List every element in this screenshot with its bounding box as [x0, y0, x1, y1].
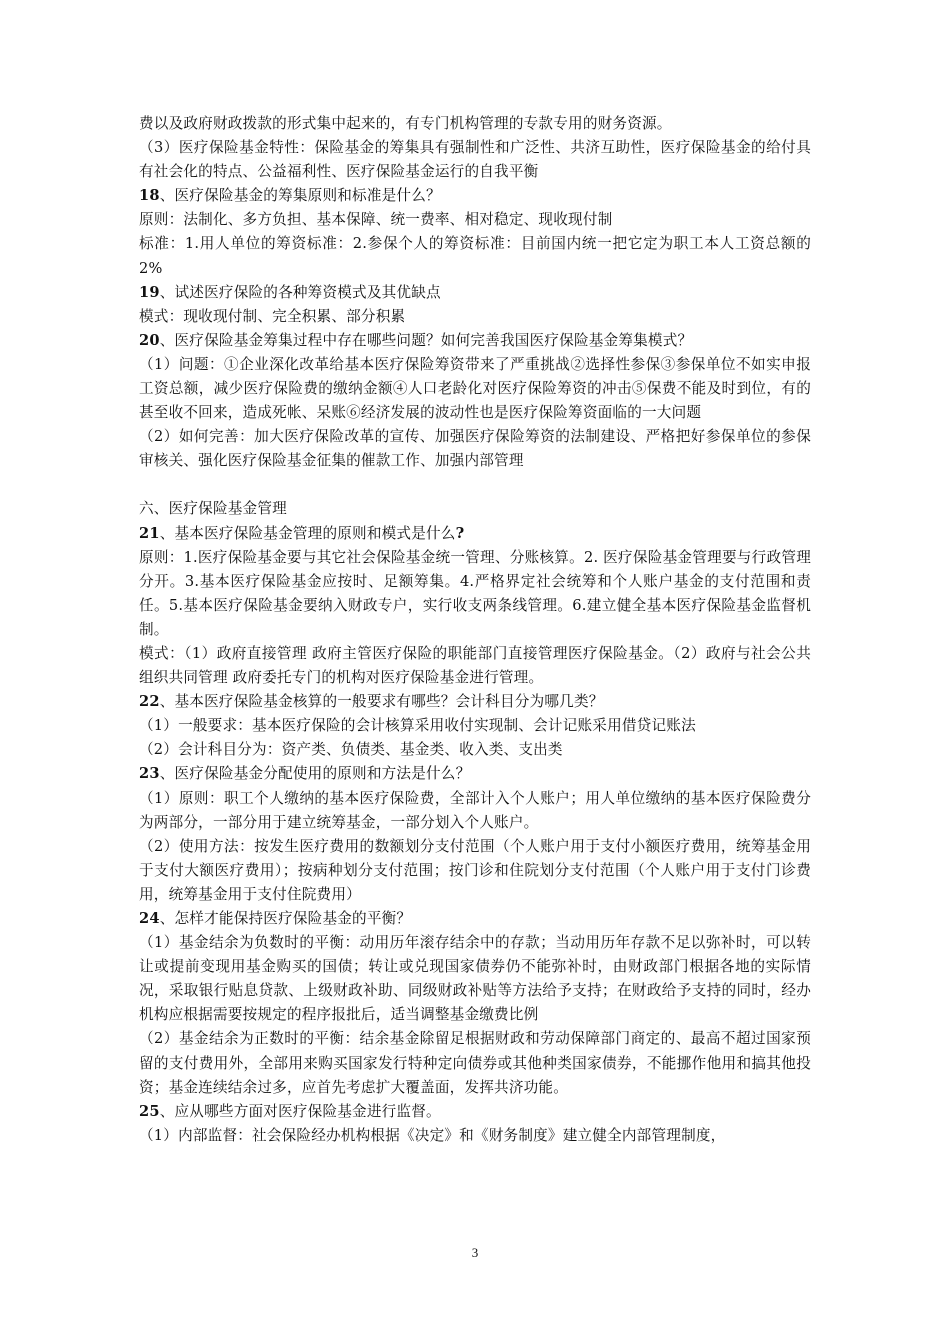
body-paragraph: （1）内部监督：社会保险经办机构根据《决定》和《财务制度》建立健全内部管理制度， [139, 1126, 726, 1144]
body-paragraph: （3）医疗保险基金特性：保险基金的筹集具有强制性和广泛性、共济互助性，医疗保险基金的给付具有社会化的特点、公益福利性、医疗保险基金运行的自我平衡 [139, 139, 811, 181]
question-mark: ? [455, 524, 465, 542]
question-number: 24 [139, 910, 160, 927]
question-number: 19 [139, 283, 160, 301]
body-paragraph: （1）问题：①企业深化改革给基本医疗保险筹资带来了严重挑战②选择性参保③参保单位不如实申报工资总额，减少医疗保险费的缴纳金额④人口老龄化对医疗保险筹资的冲击⑤保费不能及时到位，有的甚至收不回来，造成死帐、呆账⑥经济发展的波动性也是医疗保险筹资面临的一大问题 [139, 355, 811, 422]
body-paragraph: 原则：1.医疗保险基金要与其它社会保险基金统一管理、分账核算。2. 医疗保险基金管理要与行政管理分开。3.基本医疗保险基金应按时、足额筹集。4.严格界定社会统筹和个人账户基金的支付范围和责任。5.基本医疗保险基金要纳入财政专户，实行收支两条线管理。6.建立健全基本医疗保险基金监督机制。 [139, 548, 811, 638]
body-paragraph: （2）基金结余为正数时的平衡：结余基金除留足根据财政和劳动保障部门商定的、最高不超过国家预留的支付费用外，全部用来购买国家发行特种定向债券或其他种类国家债券，不能挪作他用和搞其他投资；基金连续结余过多，应首先考虑扩大覆盖面，发挥共济功能。 [139, 1030, 811, 1096]
body-paragraph: 标准：1.用人单位的筹资标准：2.参保个人的筹资标准：目前国内统一把它定为职工本人工资总额的 2% [139, 235, 811, 277]
question-text: 、试述医疗保险的各种筹资模式及其优缺点 [159, 283, 441, 301]
question-number: 21 [139, 524, 160, 542]
body-paragraph: 模式：（1）政府直接管理 政府主管医疗保险的职能部门直接管理医疗保险基金。（2）政府与社会公共组织共同管理 政府委托专门的机构对医疗保险基金进行管理。 [139, 644, 811, 687]
question-heading [139, 1100, 811, 1124]
body-paragraph: 原则：法制化、多方负担、基本保障、统一费率、相对稳定、现收现付制 [139, 211, 613, 229]
question-number: 22 [139, 693, 160, 711]
question-number: 18 [139, 187, 160, 205]
body-paragraph: （2）使用方法：按发生医疗费用的数额划分支付范围（个人账户用于支付小额医疗费用，统筹基金用于支付大额医疗费用）；按病种划分支付范围；按门诊和住院划分支付范围（个人账户用于支付门诊费用，统筹基金用于支付住院费用） [139, 837, 811, 903]
question-number: 23 [139, 765, 160, 783]
body-paragraph: 六、医疗保险基金管理 [139, 500, 287, 518]
document-body [139, 112, 811, 1148]
question-heading [139, 522, 811, 546]
question-heading [139, 690, 811, 714]
page-number: 3 [471, 1245, 479, 1260]
body-paragraph: （1）原则：职工个人缴纳的基本医疗保险费，全部计入个人账户；用人单位缴纳的基本医疗保险费分为两部分，一部分用于建立统筹基金，一部分划入个人账户。 [139, 789, 811, 831]
question-text: 、基本医疗保险基金核算的一般要求有哪些？会计科目分为哪几类？ [159, 693, 604, 711]
question-heading [139, 184, 811, 208]
question-text: 、基本医疗保险基金管理的原则和模式是什么 [159, 524, 456, 542]
question-heading [139, 907, 811, 931]
question-number: 20 [139, 331, 160, 349]
section-gap [139, 473, 811, 497]
question-text: 、怎样才能保持医疗保险基金的平衡？ [159, 910, 412, 927]
question-text: 、应从哪些方面对医疗保险基金进行监督。 [159, 1102, 441, 1120]
body-paragraph: （2）会计科目分为：资产类、负债类、基金类、收入类、支出类 [139, 741, 563, 759]
question-number: 25 [139, 1102, 160, 1120]
question-heading [139, 281, 811, 305]
question-text: 、医疗保险基金分配使用的原则和方法是什么？ [159, 765, 471, 783]
question-heading [139, 329, 811, 353]
question-text: 、医疗保险基金的筹集原则和标准是什么？ [159, 187, 441, 205]
question-heading [139, 762, 811, 786]
body-paragraph: 模式：现收现付制、完全积累、部分积累 [139, 307, 406, 325]
body-paragraph: （2）如何完善：加大医疗保险改革的宣传、加强医疗保险筹资的法制建设、严格把好参保单位的参保审核关、强化医疗保险基金征集的催款工作、加强内部管理 [139, 428, 811, 470]
body-paragraph: 费以及政府财政拨款的形式集中起来的，有专门机构管理的专款专用的财务资源。 [139, 115, 672, 132]
body-paragraph: （1）基金结余为负数时的平衡：动用历年滚存结余中的存款；当动用历年存款不足以弥补时，可以转让或提前变现用基金购买的国债；转让或兑现国家债券仍不能弥补时，由财政部门根据各地的实际情况，采取银行贴息贷款、上级财政补助、同级财政补贴等方法给予支持；在财政给予支持的同时，经办机构应根据需要按规定的程序报批后，适当调整基金缴费比例 [139, 934, 811, 1024]
body-paragraph: （1）一般要求：基本医疗保险的会计核算采用收付实现制、会计记账采用借贷记账法 [139, 717, 696, 735]
question-text: 、医疗保险基金筹集过程中存在哪些问题？如何完善我国医疗保险基金筹集模式？ [159, 331, 693, 349]
